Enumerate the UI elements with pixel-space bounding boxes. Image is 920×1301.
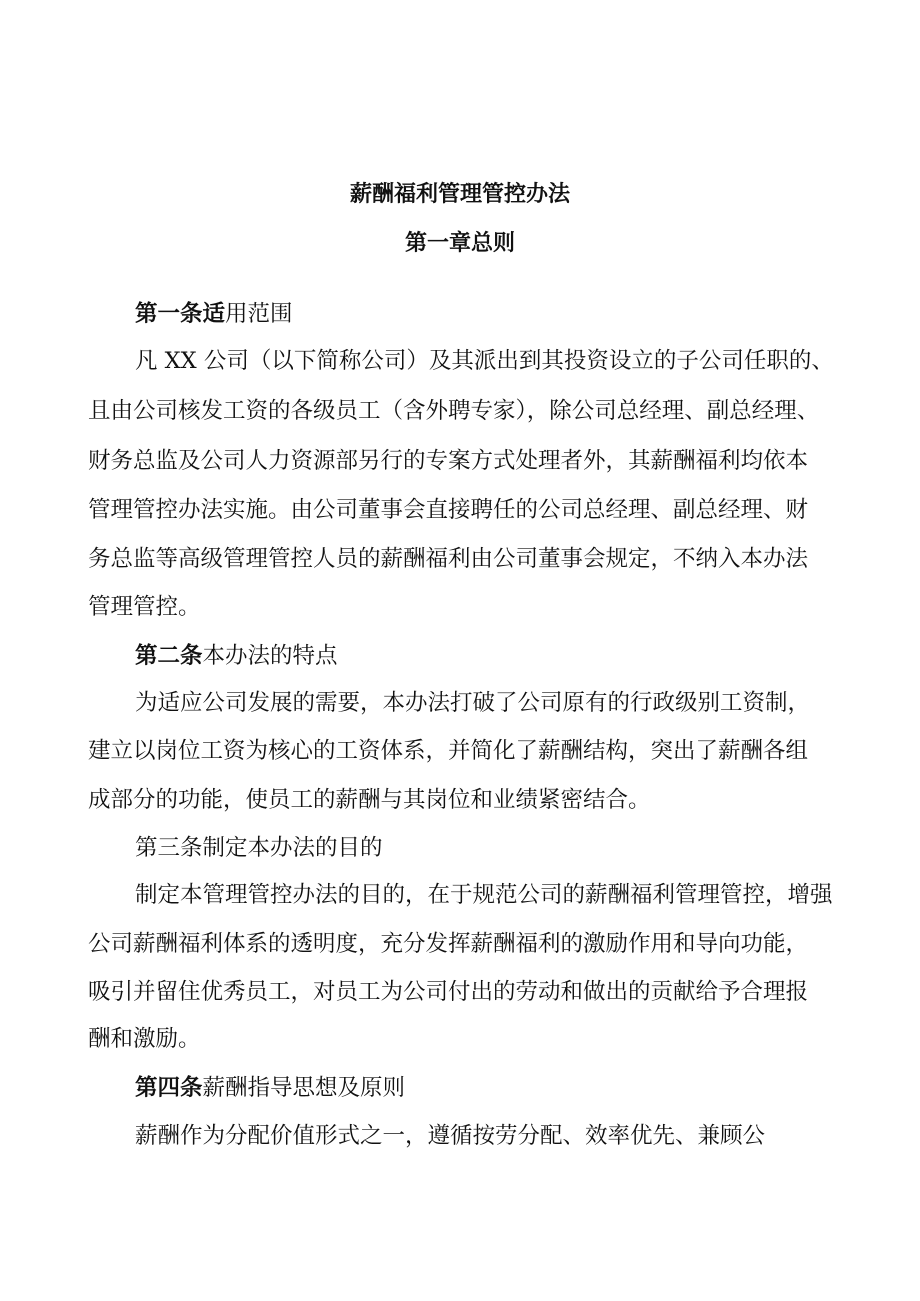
article-title: 本办法的特点 (202, 643, 338, 669)
article-title: 薪酬指导思想及原则 (202, 1075, 406, 1101)
article-number: 第一条适 (135, 301, 226, 327)
paragraph-line: 制定本管理管控办法的目的，在于规范公司的薪酬福利管理管控，增强 (135, 882, 833, 908)
paragraph-line: 吸引并留住优秀员工，对员工为公司付出的劳动和做出的贡献给予合理报 (88, 979, 809, 1005)
paragraph-line: 凡 XX 公司（以下简称公司）及其派出到其投资设立的子公司任职的、 (135, 348, 834, 374)
article-number: 第四条 (135, 1075, 203, 1101)
article-heading (135, 299, 293, 329)
paragraph-line: 务总监等高级管理管控人员的薪酬福利由公司董事会规定，不纳入本办法 (88, 546, 809, 572)
article-heading (135, 1073, 405, 1103)
article-heading (135, 833, 383, 863)
article-heading (135, 641, 338, 671)
paragraph-line: 公司薪酬福利体系的透明度，充分发挥薪酬福利的激励作用和导向功能， (88, 931, 809, 957)
paragraph-line: 酬和激励。 (88, 1026, 201, 1052)
paragraph-line: 薪酬作为分配价值形式之一，遵循按劳分配、效率优先、兼顾公 (135, 1123, 766, 1149)
paragraph-line: 为适应公司发展的需要，本办法打破了公司原有的行政级别工资制， (135, 690, 811, 716)
document-title: 薪酬福利管理管控办法 (349, 181, 570, 207)
chapter-heading: 第一章总则 (404, 230, 515, 256)
paragraph-line: 成部分的功能，使员工的薪酬与其岗位和业绩紧密结合。 (88, 787, 651, 813)
paragraph-line: 建立以岗位工资为核心的工资体系，并简化了薪酬结构，突出了薪酬各组 (88, 738, 809, 764)
paragraph-line: 管理管控办法实施。由公司董事会直接聘任的公司总经理、副总经理、财 (88, 497, 809, 523)
article-title: 用范围 (225, 301, 293, 327)
paragraph-line: 且由公司核发工资的各级员工（含外聘专家），除公司总经理、副总经理、 (88, 398, 820, 424)
paragraph-line: 管理管控。 (88, 594, 201, 620)
paragraph-line: 财务总监及公司人力资源部另行的专案方式处理者外，其薪酬福利均依本 (88, 448, 809, 474)
article-number: 第二条 (135, 643, 203, 669)
article-title: 第三条制定本办法的目的 (135, 835, 383, 861)
